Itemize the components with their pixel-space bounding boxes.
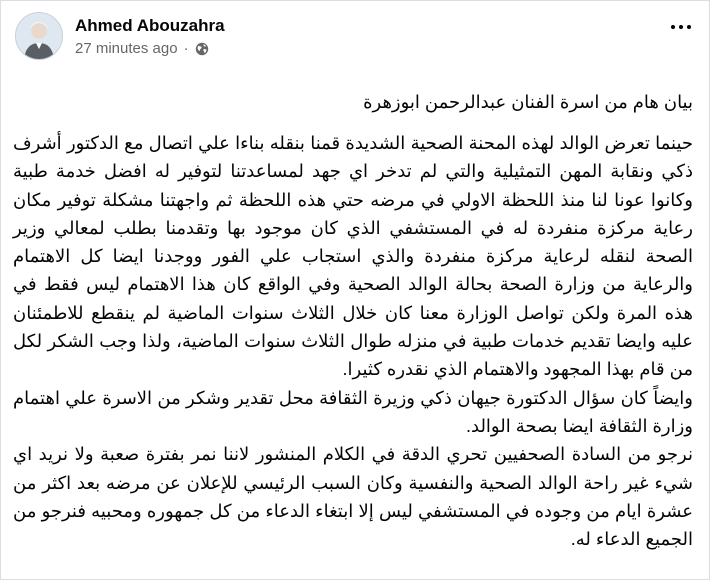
avatar-photo-icon [16, 13, 62, 59]
post-time-row [75, 40, 225, 58]
post-title: بيان هام من اسرة الفنان عبدالرحمن ابوزهرة [363, 92, 693, 112]
post-paragraph: وايضاً كان سؤال الدكتورة جيهان ذكي وزيرة الثقافة محل تقدير وشكر من الاسرة علي اهتمام وزارة الثقافة ايضا بصحة الوالد. [13, 387, 693, 436]
post-meta [75, 15, 225, 58]
post-paragraph: نرجو من السادة الصحفيين تحري الدقة في الكلام المنشور لاننا نمر بفترة صعبة ولا نريد اي شيء غير راحة الوالد الصحية والنفسية وكان السبب الرئيسي للإعلان عن مرضه بعد اكثر من عشرة ايام من وجوده في المستشفي ليس إلا ابتغاء الدعاء من كل جمهوره ومحبيه فنرجو من الجميع الدعاء له. [13, 444, 693, 550]
post-timestamp[interactable]: 27 minutes ago [75, 39, 178, 57]
post-body [13, 129, 693, 553]
post-paragraph: حينما تعرض الوالد لهذه المحنة الصحية الشديدة قمنا بنقله بناءا علي اتصال مع الدكتور أشرف ذكي ونقابة المهن التمثيلية والتي لم تدخر اي جهد لمساعدتنا لتوفير له افضل خدمة طبية وكانوا عونا لنا منذ اللحظة الاولي في مرضه حتي هذه اللحظة ثم واجهتنا مشكلة توفير مكان رعاية مركزة منفردة له في المستشفي الذي كان موجود بها وتقدمنا بطلب لمعالي وزير الصحة لنقله لرعاية مركزة منفردة والذي استجاب علي الفور ووجدنا ايضا كل الاهتمام والرعاية من وزارة الصحة بحالة الوالد الصحية وفي الواقع كان هذا الاهتمام ليس فقط في هذه المرة ولكن تواصل الوزارة معنا كان خلال الثلاث سنوات الماضية لم ينقطع للاطمئنان عليه وايضا تقديم خدمات طبية في منزله طوال الثلاث سنوات الماضية، ولذا وجب الشكر لكل من قام بهذا المجهود والاهتمام الذي نقدره كثيرا. [13, 133, 693, 380]
globe-icon[interactable] [195, 42, 209, 56]
avatar[interactable] [15, 12, 63, 60]
separator-dot: · [183, 39, 189, 57]
author-name[interactable]: Ahmed Abouzahra [75, 15, 225, 35]
more-options-icon[interactable] [663, 15, 699, 39]
post-header [15, 13, 697, 59]
